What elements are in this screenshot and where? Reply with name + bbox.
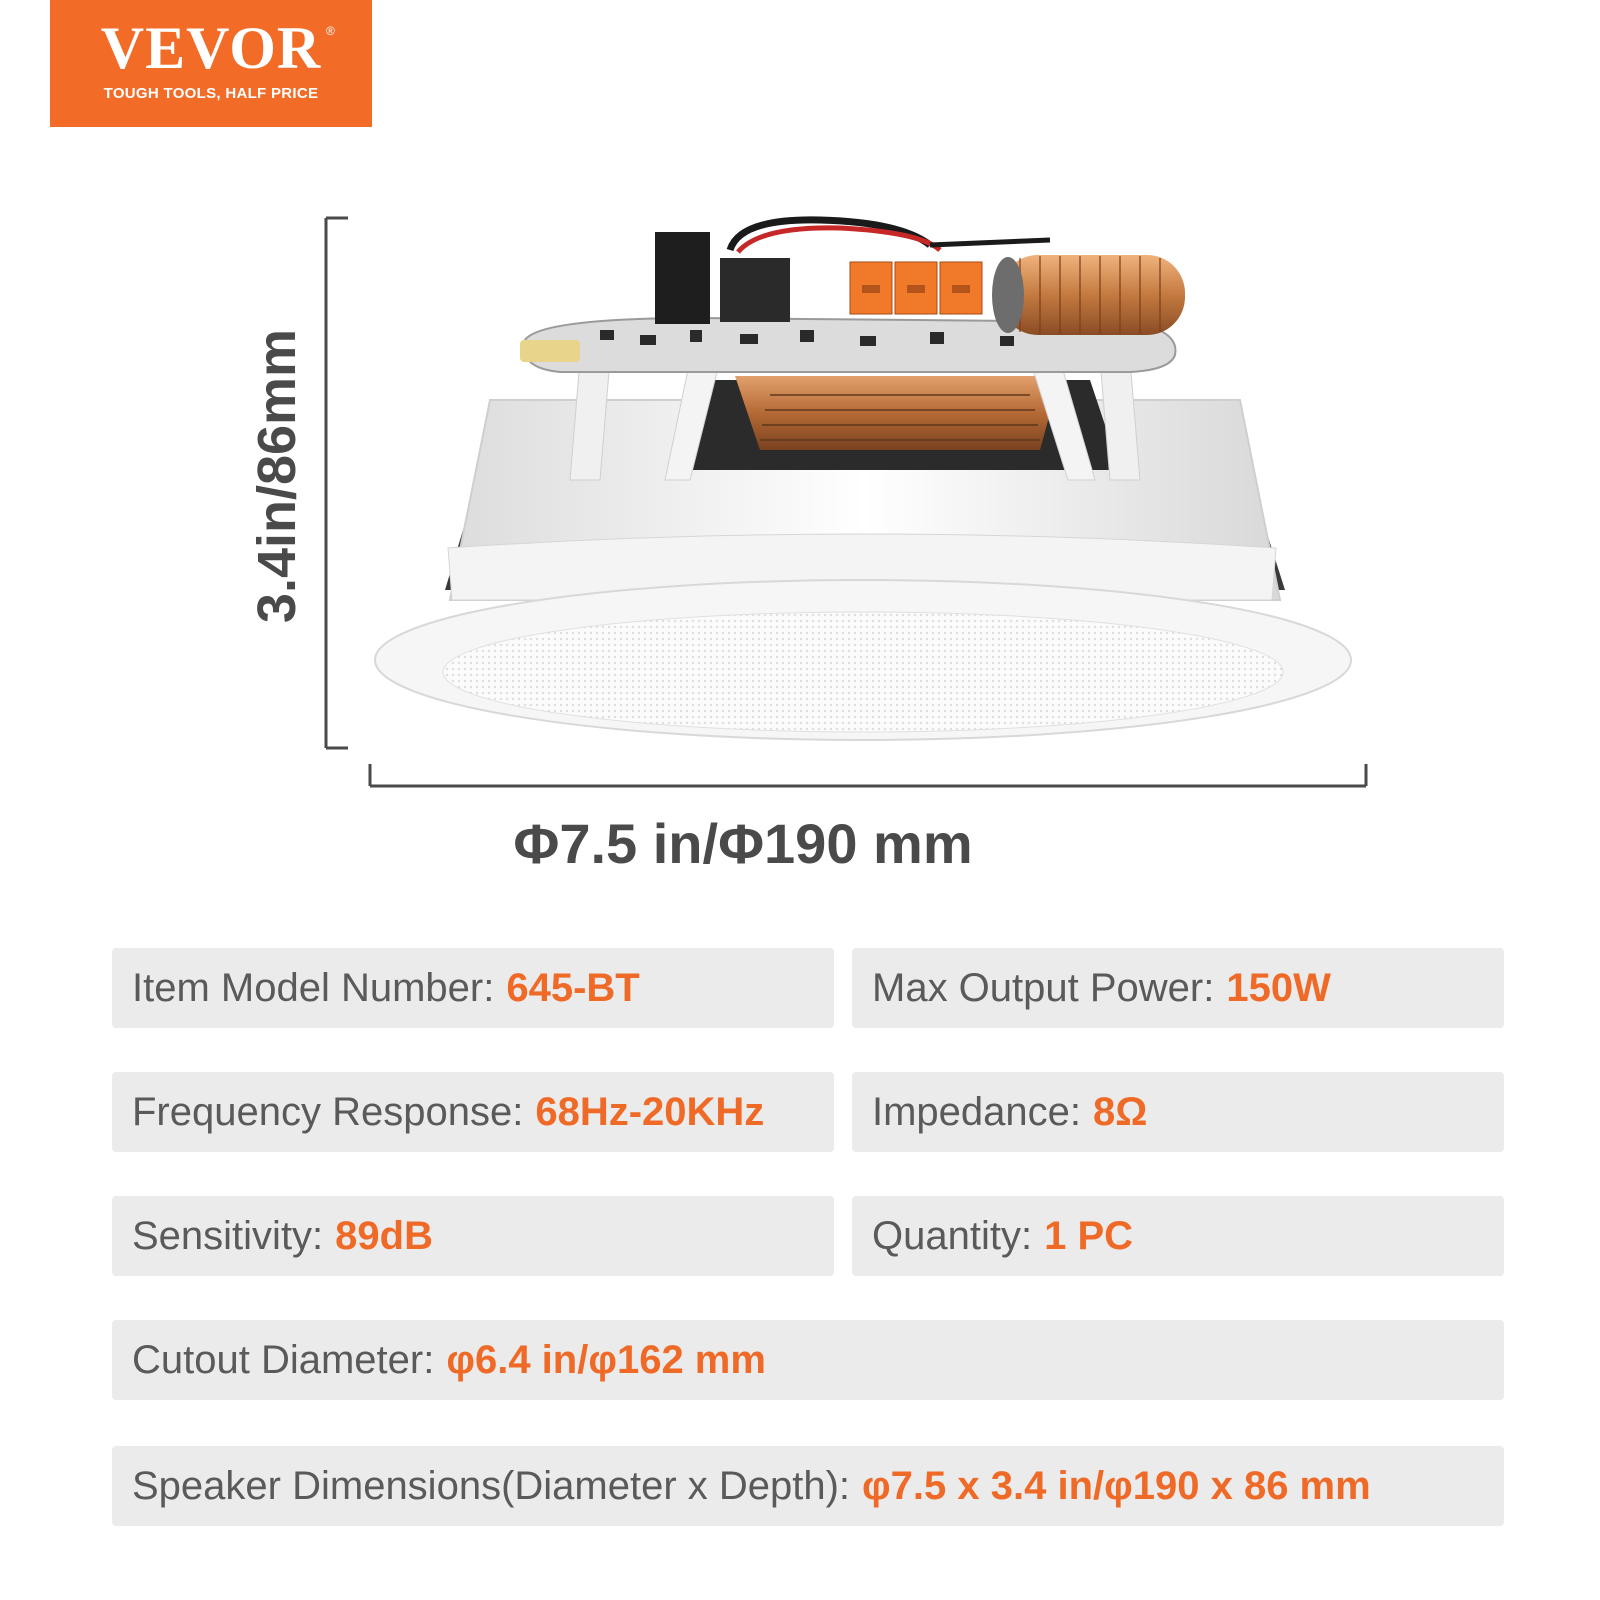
spec-value: 645-BT	[506, 965, 640, 1010]
spec-label: Sensitivity:	[132, 1213, 324, 1258]
spec-value: φ7.5 x 3.4 in/φ190 x 86 mm	[862, 1463, 1371, 1508]
spec-value: φ6.4 in/φ162 mm	[446, 1337, 766, 1382]
spec-speaker-dimensions	[112, 1446, 1504, 1526]
spec-label: Quantity:	[872, 1213, 1033, 1258]
diameter-dimension-label: Φ7.5 in/Φ190 mm	[513, 812, 973, 875]
spec-value: 89dB	[335, 1213, 433, 1258]
spec-value: 68Hz-20KHz	[535, 1089, 765, 1134]
registered-mark: ®	[326, 24, 335, 38]
spec-quantity	[852, 1196, 1504, 1276]
brand-name: VEVOR	[100, 15, 322, 81]
spec-cutout-diameter	[112, 1320, 1504, 1400]
spec-impedance	[852, 1072, 1504, 1152]
spec-label: Cutout Diameter:	[132, 1337, 435, 1382]
spec-value: 1 PC	[1044, 1213, 1134, 1258]
spec-model-number	[112, 948, 834, 1028]
speaker-image	[375, 220, 1351, 740]
spec-sensitivity	[112, 1196, 834, 1276]
spec-label: Item Model Number:	[132, 965, 495, 1010]
diameter-dimension-line	[370, 764, 1366, 786]
spec-label: Frequency Response:	[132, 1089, 524, 1134]
depth-dimension-line	[326, 218, 348, 748]
spec-label: Impedance:	[872, 1089, 1082, 1134]
spec-label: Max Output Power:	[872, 965, 1215, 1010]
spec-max-output-power	[852, 948, 1504, 1028]
spec-value: 8Ω	[1093, 1089, 1148, 1134]
brand-tagline: TOUGH TOOLS, HALF PRICE	[103, 85, 319, 102]
spec-frequency-response	[112, 1072, 834, 1152]
spec-label: Speaker Dimensions(Diameter x Depth):	[132, 1463, 851, 1508]
spec-value: 150W	[1226, 965, 1331, 1010]
